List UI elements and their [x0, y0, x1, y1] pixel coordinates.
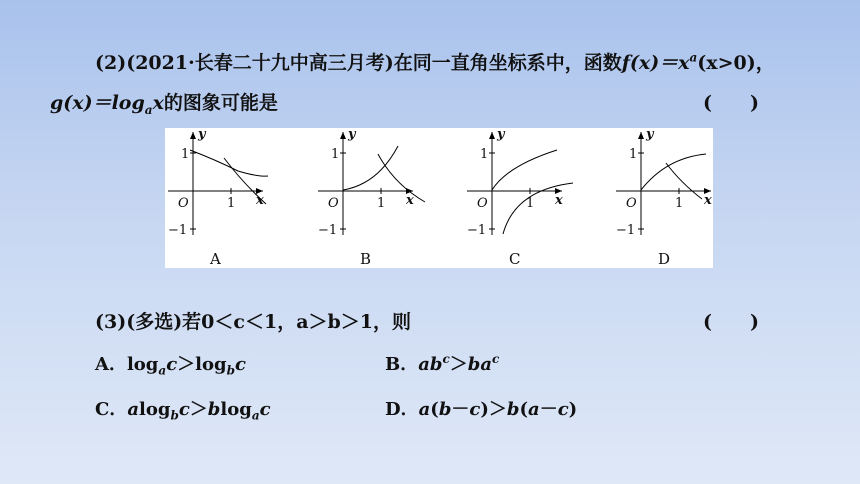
panel-a-y-arrow [190, 132, 196, 139]
q2-g-var: x [152, 92, 164, 114]
panel-b-caption: B [360, 250, 372, 268]
panel-d-x1-label: 1 [675, 196, 684, 211]
panel-c-ym1-label: −1 [467, 223, 487, 238]
q2-g-tail: 的图象可能是 [163, 92, 278, 114]
panel-b-x-label: x [406, 193, 414, 208]
q2-f-domain: (x>0)， [697, 52, 775, 74]
q2-line2 [50, 88, 278, 117]
panel-c-y-label: y [497, 128, 505, 142]
panel-d-origin-label: O [626, 196, 637, 211]
panel-d-x-label: x [704, 193, 712, 208]
panel-b-y1-label: 1 [331, 147, 340, 162]
panel-a-y-label: y [198, 128, 206, 142]
panel-c-x1-label: 1 [526, 196, 535, 211]
panel-c-y1-label: 1 [480, 147, 489, 162]
panel-a-caption: A [210, 250, 221, 268]
panel-b-y-arrow [340, 132, 346, 139]
q2-source: 长春二十九中高三月考 [194, 52, 385, 74]
panel-a-curve-1 [190, 150, 268, 176]
panel-a-x-label: x [256, 193, 264, 208]
q3-stem: (3)(多选)若0＜c＜1，a＞b＞1，则 [95, 311, 412, 333]
q3-option-d: D．a(b－c)＞b(a－c) [385, 399, 578, 420]
panel-c-caption: C [509, 250, 521, 268]
q2-line1 [95, 48, 775, 75]
panel-b-curve-2 [378, 154, 425, 202]
panel-c-y-arrow [489, 132, 495, 139]
panel-a-origin-label: O [178, 196, 189, 211]
q2-g-expr: g(x)＝log [50, 92, 145, 114]
panel-c-x-label: x [555, 193, 563, 208]
q2-f-expr: f(x)＝x [621, 52, 690, 74]
panel-b-curve-1 [343, 146, 398, 190]
panel-c-curve-1 [492, 150, 557, 190]
panel-a-ym1-label: −1 [168, 223, 188, 238]
graph-svg [165, 128, 713, 268]
graph-figure [165, 128, 713, 268]
panel-a-x1-label: 1 [227, 196, 236, 211]
panel-a-y1-label: 1 [181, 147, 190, 162]
panel-d-caption: D [658, 250, 671, 268]
panel-b-y-label: y [348, 128, 356, 142]
panel-d-y-arrow [638, 132, 644, 139]
q2-f-sup: a [689, 50, 698, 65]
panel-d-y-label: y [646, 128, 654, 142]
panel-b-x1-label: 1 [377, 196, 386, 211]
q3-option-b: B．$ab^c>ba^c$ [385, 352, 500, 375]
panel-c-origin-label: O [477, 196, 488, 211]
panel-d-ym1-label: −1 [616, 223, 636, 238]
q2-text: )在同一直角坐标系中，函数 [384, 52, 622, 74]
q3-option-c: C．alog$_b$c＞blog$_a$c [95, 399, 271, 423]
panel-b-ym1-label: −1 [318, 223, 338, 238]
q3-option-a: A．$\log_ac>\log_bc$ [95, 354, 246, 378]
q2-answer-paren: ( ) [703, 92, 759, 114]
panel-d-curve-2 [666, 163, 702, 199]
panel-d-y1-label: 1 [629, 147, 638, 162]
q2-g-sub: a [144, 102, 153, 117]
panel-b-origin-label: O [328, 196, 339, 211]
q2-number: (2)(2021· [95, 52, 195, 74]
q3-answer-paren: ( ) [703, 311, 759, 333]
